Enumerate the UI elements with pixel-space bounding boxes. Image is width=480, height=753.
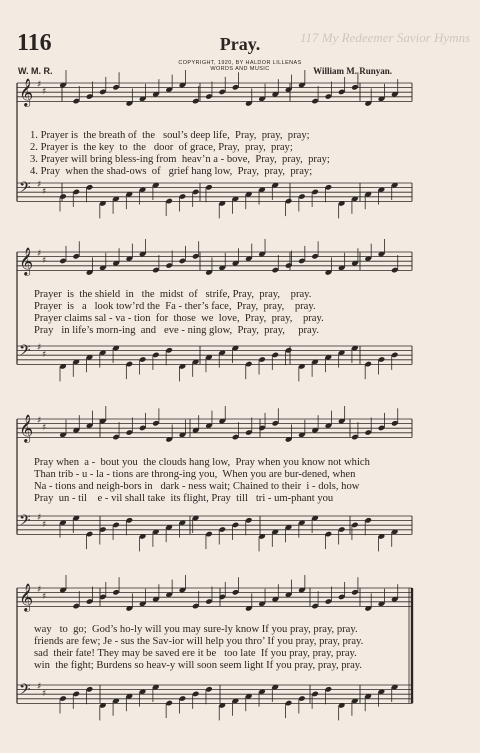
sharp-icon: ♯ <box>37 585 42 595</box>
lyric-line: Prayer is the shield in the midst of strife, Pray, pray, pray. <box>34 289 312 300</box>
sharp-icon: ♯ <box>37 513 42 523</box>
lyric-line: Pray in life’s morn-ing and eve - ning glow, Pray, pray, pray. <box>34 325 319 337</box>
copyright-line-1: COPYRIGHT, 1920, BY HALDOR LILLENAS <box>178 60 302 66</box>
sharp-icon: ♯ <box>37 180 42 190</box>
lyric-line: 3. Prayer will bring bless-ing from heav’n a - bove, Pray, pray, pray; <box>30 154 330 166</box>
hymn-number: 116 <box>17 30 52 56</box>
bass-clef-icon: 𝄢 <box>19 342 31 363</box>
lyric-line: Pray when a - bout you the clouds hang low, Pray when you know not which <box>34 457 370 468</box>
sharp-icon: ♯ <box>37 682 42 692</box>
composer-credit: William M. Runyan. <box>313 66 392 76</box>
lyric-line: way to go; God’s ho-ly will you may sure-ly know If you pray, pray, pray. <box>34 624 358 635</box>
sharp-icon: ♯ <box>42 520 47 530</box>
sharp-icon: ♯ <box>42 87 47 97</box>
lyric-line: friends are few; Je - sus the Sav-ior will help you thro’ If you pray, pray, pray. <box>34 636 364 648</box>
treble-clef-icon: 𝄞 <box>19 78 34 106</box>
treble-clef-icon: 𝄞 <box>19 583 34 611</box>
lyrics-system-1 <box>30 130 330 178</box>
sharp-icon: ♯ <box>42 256 47 266</box>
lyric-line: win the fight; Burdens so heav-y will soon seem light If you pray, pray, pray. <box>34 660 363 672</box>
treble-clef-icon: 𝄞 <box>19 247 34 275</box>
hymn-title: Pray. <box>219 34 261 54</box>
sharp-icon: ♯ <box>37 80 42 90</box>
lyric-line: Prayer is a look tow’rd the Fa - ther’s face, Pray, pray, pray. <box>34 301 316 313</box>
lyricist-credit: W. M. R. <box>18 66 53 76</box>
sharp-icon: ♯ <box>37 343 42 353</box>
bass-clef-icon: 𝄢 <box>19 512 31 533</box>
sharp-icon: ♯ <box>42 423 47 433</box>
sharp-icon: ♯ <box>42 592 47 602</box>
lyrics-system-4 <box>34 624 363 672</box>
sharp-icon: ♯ <box>42 187 47 197</box>
bleed-through-text: 117 My Redeemer Savior Hymns <box>300 30 471 45</box>
lyric-line: Than trib - u - la - tions are throng-ing you, When you are bur-dened, when <box>34 469 356 481</box>
bass-clef-icon: 𝄢 <box>19 179 31 200</box>
lyric-line: Prayer claims sal - va - tion for those we love, Pray, pray, pray. <box>34 313 324 325</box>
treble-clef-icon: 𝄞 <box>19 414 34 442</box>
copyright-line-2: WORDS AND MUSIC <box>210 66 270 72</box>
sharp-icon: ♯ <box>42 350 47 360</box>
lyric-line: 1. Prayer is the breath of the soul’s deep life, Pray, pray, pray; <box>30 130 310 141</box>
sharp-icon: ♯ <box>42 689 47 699</box>
sharp-icon: ♯ <box>37 249 42 259</box>
lyrics-system-2 <box>34 289 324 337</box>
lyric-line: 4. Pray when the shad-ows of grief hang low, Pray, pray, pray; <box>30 166 313 178</box>
sharp-icon: ♯ <box>37 416 42 426</box>
lyric-line: sad their fate! They may be saved ere it be too late If you pray, pray, pray. <box>34 648 357 660</box>
lyric-line: Na - tions and neigh-bors in dark - ness wait; Chained to their i - dols, how <box>34 481 360 493</box>
lyric-line: 2. Prayer is the key to the door of grace, Pray, pray, pray; <box>30 142 293 154</box>
lyric-line: Pray un - til e - vil shall take its flight, Pray till tri - um-phant you <box>34 493 334 505</box>
bass-clef-icon: 𝄢 <box>19 681 31 702</box>
lyrics-system-3 <box>34 457 370 505</box>
